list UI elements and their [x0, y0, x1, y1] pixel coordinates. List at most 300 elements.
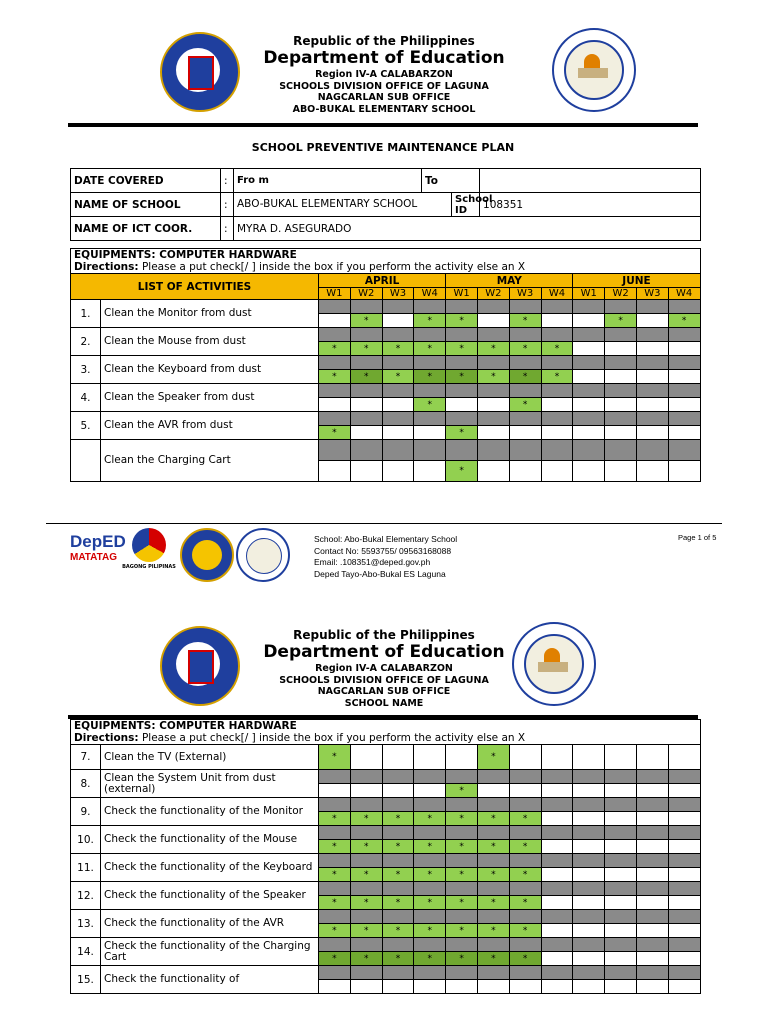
target-cell	[319, 328, 351, 342]
check-mark-cell[interactable]: *	[414, 370, 446, 384]
target-cell	[668, 882, 700, 896]
check-box-cell[interactable]	[668, 840, 700, 854]
check-mark-cell[interactable]: *	[414, 924, 446, 938]
target-cell	[509, 328, 541, 342]
target-cell	[414, 798, 446, 812]
check-mark-cell[interactable]: *	[382, 924, 414, 938]
footer-contact-no: Contact No: 5593755/ 09563168088	[314, 545, 452, 556]
check-mark-cell[interactable]: *	[509, 314, 541, 328]
check-box-cell[interactable]	[509, 980, 541, 994]
check-mark-cell[interactable]: *	[319, 896, 351, 910]
check-box-cell[interactable]	[477, 314, 509, 328]
check-box-cell[interactable]	[636, 868, 668, 882]
check-box-cell[interactable]	[446, 745, 478, 770]
check-box-cell[interactable]	[573, 370, 605, 384]
target-cell	[509, 882, 541, 896]
check-mark-cell[interactable]: *	[446, 342, 478, 356]
check-mark-cell[interactable]: *	[509, 370, 541, 384]
target-cell	[319, 854, 351, 868]
check-mark-cell[interactable]: *	[350, 868, 382, 882]
school-id-value: 108351	[480, 193, 701, 217]
check-box-cell[interactable]	[509, 426, 541, 440]
check-box-cell[interactable]	[573, 952, 605, 966]
target-cell	[573, 770, 605, 784]
target-cell	[636, 882, 668, 896]
activity-label: Check the functionality of	[101, 966, 319, 994]
target-cell	[605, 412, 637, 426]
activity-number: 9.	[71, 798, 101, 826]
activity-row	[71, 882, 701, 896]
ict-coor-label: NAME OF ICT COOR.	[71, 217, 221, 241]
check-mark-cell[interactable]: *	[446, 868, 478, 882]
month-may: MAY	[446, 274, 573, 288]
target-cell	[414, 966, 446, 980]
check-mark-cell[interactable]: *	[319, 840, 351, 854]
check-box-cell[interactable]	[477, 980, 509, 994]
check-box-cell[interactable]	[605, 896, 637, 910]
week-header: W1	[446, 288, 478, 300]
activity-number: 12.	[71, 882, 101, 910]
check-box-cell[interactable]	[382, 314, 414, 328]
check-mark-cell[interactable]: *	[477, 924, 509, 938]
target-cell	[319, 910, 351, 924]
check-mark-cell[interactable]: *	[477, 370, 509, 384]
check-box-cell[interactable]	[509, 745, 541, 770]
check-mark-cell[interactable]: *	[509, 342, 541, 356]
footer-rule	[46, 523, 722, 524]
check-box-cell[interactable]	[605, 812, 637, 826]
check-box-cell[interactable]	[668, 745, 700, 770]
check-box-cell[interactable]	[573, 461, 605, 482]
check-box-cell[interactable]	[477, 461, 509, 482]
check-mark-cell[interactable]: *	[446, 461, 478, 482]
check-box-cell[interactable]	[636, 461, 668, 482]
check-mark-cell[interactable]: *	[414, 840, 446, 854]
check-box-cell[interactable]	[668, 868, 700, 882]
target-cell	[477, 966, 509, 980]
check-box-cell[interactable]	[605, 952, 637, 966]
target-cell	[668, 826, 700, 840]
check-mark-cell[interactable]: *	[319, 745, 351, 770]
directions-text: Directions: Please a put check[/ ] inside the box if you perform the activity else an X	[74, 261, 526, 273]
check-mark-cell[interactable]: *	[350, 314, 382, 328]
check-mark-cell[interactable]: *	[509, 952, 541, 966]
activity-row	[71, 300, 701, 314]
check-mark-cell[interactable]: *	[477, 342, 509, 356]
target-cell	[382, 938, 414, 952]
check-box-cell[interactable]	[605, 784, 637, 798]
target-cell	[509, 854, 541, 868]
check-box-cell[interactable]	[573, 840, 605, 854]
check-box-cell[interactable]	[605, 868, 637, 882]
check-mark-cell[interactable]: *	[446, 314, 478, 328]
bagong-pilipinas-logo: BAGONG PILIPINAS	[126, 528, 172, 574]
check-box-cell[interactable]	[382, 398, 414, 412]
target-cell	[414, 938, 446, 952]
check-box-cell[interactable]	[541, 896, 573, 910]
check-box-cell[interactable]	[382, 461, 414, 482]
check-box-cell[interactable]	[668, 784, 700, 798]
deped-title: Department of Education	[263, 48, 505, 68]
check-box-cell[interactable]	[573, 342, 605, 356]
activity-number: 14.	[71, 938, 101, 966]
target-cell	[477, 356, 509, 370]
target-cell	[382, 882, 414, 896]
check-box-cell[interactable]	[541, 980, 573, 994]
check-mark-cell[interactable]: *	[446, 812, 478, 826]
school-id-label: School ID	[452, 193, 480, 217]
check-box-cell[interactable]	[668, 980, 700, 994]
target-cell	[350, 966, 382, 980]
check-mark-cell[interactable]: *	[382, 896, 414, 910]
activity-number: 2.	[71, 328, 101, 356]
check-box-cell[interactable]	[446, 980, 478, 994]
check-box-cell[interactable]	[636, 314, 668, 328]
check-box-cell[interactable]	[541, 461, 573, 482]
target-cell	[668, 938, 700, 952]
target-cell	[477, 910, 509, 924]
target-cell	[541, 412, 573, 426]
check-mark-cell[interactable]: *	[350, 896, 382, 910]
target-cell	[541, 356, 573, 370]
equipment-row	[71, 720, 701, 745]
division-text: SCHOOLS DIVISION OFFICE OF LAGUNA	[279, 80, 489, 92]
target-cell	[477, 854, 509, 868]
target-cell	[350, 910, 382, 924]
target-cell	[382, 356, 414, 370]
school-seal-right-2	[512, 622, 596, 706]
check-box-cell[interactable]	[668, 398, 700, 412]
target-cell	[319, 798, 351, 812]
check-box-cell[interactable]	[541, 840, 573, 854]
target-cell	[605, 938, 637, 952]
footer-facebook: Deped Tayo-Abo-Bukal ES Laguna	[314, 568, 446, 579]
check-box-cell[interactable]	[319, 314, 351, 328]
check-mark-cell[interactable]: *	[477, 952, 509, 966]
check-box-cell[interactable]	[541, 784, 573, 798]
check-box-cell[interactable]	[636, 924, 668, 938]
check-box-cell[interactable]	[541, 398, 573, 412]
check-mark-cell[interactable]: *	[414, 896, 446, 910]
target-cell	[509, 798, 541, 812]
republic-title: Republic of the Philippines	[293, 628, 475, 642]
target-cell	[509, 938, 541, 952]
check-mark-cell[interactable]: *	[350, 812, 382, 826]
check-mark-cell[interactable]: *	[382, 952, 414, 966]
check-box-cell[interactable]	[350, 398, 382, 412]
check-box-cell[interactable]	[573, 784, 605, 798]
month-june: JUNE	[573, 274, 700, 288]
check-mark-cell[interactable]: *	[350, 840, 382, 854]
check-box-cell[interactable]	[573, 896, 605, 910]
check-mark-cell[interactable]: *	[509, 812, 541, 826]
check-box-cell[interactable]	[573, 314, 605, 328]
check-mark-cell[interactable]: *	[382, 342, 414, 356]
target-cell	[350, 882, 382, 896]
check-box-cell[interactable]	[573, 924, 605, 938]
target-cell	[319, 826, 351, 840]
activity-number: 13.	[71, 910, 101, 938]
check-box-cell[interactable]	[573, 812, 605, 826]
target-cell	[350, 938, 382, 952]
check-box-cell[interactable]	[636, 784, 668, 798]
activity-label: Check the functionality of the Speaker	[101, 882, 319, 910]
check-mark-cell[interactable]: *	[319, 426, 351, 440]
target-cell	[636, 412, 668, 426]
check-box-cell[interactable]	[605, 398, 637, 412]
check-box-cell[interactable]	[668, 896, 700, 910]
target-cell	[605, 854, 637, 868]
target-cell	[414, 910, 446, 924]
check-box-cell[interactable]	[668, 924, 700, 938]
info-table	[70, 168, 701, 241]
check-box-cell[interactable]	[573, 745, 605, 770]
check-box-cell[interactable]	[573, 426, 605, 440]
target-cell	[573, 910, 605, 924]
target-cell	[668, 798, 700, 812]
check-mark-cell[interactable]: *	[414, 342, 446, 356]
check-mark-cell[interactable]: *	[319, 868, 351, 882]
check-mark-cell[interactable]: *	[509, 896, 541, 910]
week-header: W4	[668, 288, 700, 300]
check-mark-cell[interactable]: *	[541, 342, 573, 356]
check-mark-cell[interactable]: *	[414, 812, 446, 826]
target-cell	[382, 854, 414, 868]
ict-coor-value: MYRA D. ASEGURADO	[234, 217, 701, 241]
target-cell	[636, 854, 668, 868]
check-mark-cell[interactable]: *	[446, 370, 478, 384]
check-mark-cell[interactable]: *	[350, 924, 382, 938]
check-mark-cell[interactable]: *	[477, 745, 509, 770]
check-box-cell[interactable]	[350, 745, 382, 770]
check-box-cell[interactable]	[605, 924, 637, 938]
target-cell	[382, 966, 414, 980]
check-box-cell[interactable]	[668, 370, 700, 384]
target-cell	[477, 384, 509, 398]
check-box-cell[interactable]	[636, 398, 668, 412]
check-box-cell[interactable]	[509, 784, 541, 798]
target-cell	[477, 882, 509, 896]
check-box-cell[interactable]	[414, 461, 446, 482]
activity-row	[71, 356, 701, 370]
sub-office-text: NAGCARLAN SUB OFFICE	[317, 92, 451, 103]
check-mark-cell[interactable]: *	[319, 342, 351, 356]
check-box-cell[interactable]	[414, 980, 446, 994]
to-value[interactable]	[480, 169, 701, 193]
check-mark-cell[interactable]: *	[446, 952, 478, 966]
check-mark-cell[interactable]: *	[414, 314, 446, 328]
check-mark-cell[interactable]: *	[605, 314, 637, 328]
check-box-cell[interactable]	[350, 980, 382, 994]
check-box-cell[interactable]	[477, 426, 509, 440]
check-box-cell[interactable]	[509, 461, 541, 482]
target-cell	[541, 440, 573, 461]
check-box-cell[interactable]	[382, 784, 414, 798]
check-mark-cell[interactable]: *	[382, 840, 414, 854]
target-cell	[446, 328, 478, 342]
region-text: Region IV-A CALABARZON	[315, 69, 453, 80]
check-mark-cell[interactable]: *	[446, 924, 478, 938]
check-box-cell[interactable]	[382, 745, 414, 770]
check-box-cell[interactable]	[319, 980, 351, 994]
check-box-cell[interactable]	[636, 896, 668, 910]
activity-number: 5.	[71, 412, 101, 440]
target-cell	[573, 798, 605, 812]
check-box-cell[interactable]	[605, 426, 637, 440]
target-cell	[668, 300, 700, 314]
check-mark-cell[interactable]: *	[382, 868, 414, 882]
check-box-cell[interactable]	[350, 426, 382, 440]
activity-row	[71, 798, 701, 812]
activity-row	[71, 770, 701, 784]
check-mark-cell[interactable]: *	[668, 314, 700, 328]
check-box-cell[interactable]	[414, 784, 446, 798]
check-box-cell[interactable]	[477, 784, 509, 798]
target-cell	[636, 384, 668, 398]
check-box-cell[interactable]	[541, 868, 573, 882]
check-box-cell[interactable]	[605, 461, 637, 482]
target-cell	[319, 938, 351, 952]
check-box-cell[interactable]	[605, 745, 637, 770]
check-mark-cell[interactable]: *	[509, 840, 541, 854]
check-box-cell[interactable]	[541, 812, 573, 826]
check-mark-cell[interactable]: *	[350, 370, 382, 384]
check-mark-cell[interactable]: *	[477, 896, 509, 910]
activity-label: Clean the Mouse from dust	[101, 328, 319, 356]
check-box-cell[interactable]	[605, 370, 637, 384]
target-cell	[605, 440, 637, 461]
footer-email: Email: .108351@deped.gov.ph	[314, 557, 431, 567]
check-box-cell[interactable]	[350, 461, 382, 482]
check-box-cell[interactable]	[605, 980, 637, 994]
target-cell	[573, 412, 605, 426]
check-box-cell[interactable]	[668, 342, 700, 356]
check-box-cell[interactable]	[636, 812, 668, 826]
check-box-cell[interactable]	[668, 461, 700, 482]
check-box-cell[interactable]	[446, 398, 478, 412]
check-box-cell[interactable]	[541, 745, 573, 770]
check-box-cell[interactable]	[382, 980, 414, 994]
check-mark-cell[interactable]: *	[350, 342, 382, 356]
target-cell	[446, 882, 478, 896]
check-box-cell[interactable]	[477, 398, 509, 412]
check-mark-cell[interactable]: *	[319, 952, 351, 966]
target-cell	[573, 938, 605, 952]
check-mark-cell[interactable]: *	[509, 868, 541, 882]
target-cell	[319, 966, 351, 980]
check-box-cell[interactable]	[319, 461, 351, 482]
check-box-cell[interactable]	[605, 840, 637, 854]
target-cell	[509, 412, 541, 426]
check-box-cell[interactable]	[350, 784, 382, 798]
check-box-cell[interactable]	[636, 840, 668, 854]
target-cell	[509, 966, 541, 980]
check-mark-cell[interactable]: *	[541, 370, 573, 384]
target-cell	[668, 440, 700, 461]
check-box-cell[interactable]	[636, 426, 668, 440]
colon: :	[221, 217, 234, 241]
target-cell	[350, 384, 382, 398]
check-box-cell[interactable]	[541, 314, 573, 328]
week-header: W4	[541, 288, 573, 300]
week-header: W2	[350, 288, 382, 300]
check-box-cell[interactable]	[573, 868, 605, 882]
check-mark-cell[interactable]: *	[414, 952, 446, 966]
check-box-cell[interactable]	[636, 745, 668, 770]
target-cell	[636, 356, 668, 370]
check-box-cell[interactable]	[573, 980, 605, 994]
target-cell	[446, 440, 478, 461]
header-rule	[68, 123, 698, 127]
target-cell	[605, 826, 637, 840]
check-mark-cell[interactable]: *	[477, 812, 509, 826]
plan-title: SCHOOL PREVENTIVE MAINTENANCE PLAN	[251, 141, 515, 154]
check-box-cell[interactable]	[319, 784, 351, 798]
target-cell	[446, 300, 478, 314]
check-mark-cell[interactable]: *	[446, 426, 478, 440]
target-cell	[541, 966, 573, 980]
check-mark-cell[interactable]: *	[446, 784, 478, 798]
check-box-cell[interactable]	[668, 952, 700, 966]
check-box-cell[interactable]	[636, 370, 668, 384]
check-box-cell[interactable]	[541, 952, 573, 966]
check-mark-cell[interactable]: *	[446, 840, 478, 854]
check-box-cell[interactable]	[414, 745, 446, 770]
target-cell	[541, 328, 573, 342]
check-box-cell[interactable]	[636, 952, 668, 966]
target-cell	[414, 882, 446, 896]
check-mark-cell[interactable]: *	[319, 370, 351, 384]
check-box-cell[interactable]	[573, 398, 605, 412]
target-cell	[605, 798, 637, 812]
check-mark-cell[interactable]: *	[382, 370, 414, 384]
check-box-cell[interactable]	[541, 426, 573, 440]
check-mark-cell[interactable]: *	[477, 868, 509, 882]
week-header: W3	[636, 288, 668, 300]
target-cell	[414, 328, 446, 342]
check-mark-cell[interactable]: *	[509, 398, 541, 412]
check-box-cell[interactable]	[382, 426, 414, 440]
check-box-cell[interactable]	[414, 426, 446, 440]
check-box-cell[interactable]	[541, 924, 573, 938]
check-mark-cell[interactable]: *	[319, 924, 351, 938]
target-cell	[573, 328, 605, 342]
check-mark-cell[interactable]: *	[446, 896, 478, 910]
target-cell	[573, 882, 605, 896]
check-box-cell[interactable]	[668, 812, 700, 826]
check-mark-cell[interactable]: *	[350, 952, 382, 966]
activity-row	[71, 440, 701, 461]
check-mark-cell[interactable]: *	[509, 924, 541, 938]
target-cell	[382, 826, 414, 840]
check-box-cell[interactable]	[636, 342, 668, 356]
target-cell	[541, 826, 573, 840]
target-cell	[636, 910, 668, 924]
check-box-cell[interactable]	[319, 398, 351, 412]
check-mark-cell[interactable]: *	[382, 812, 414, 826]
check-mark-cell[interactable]: *	[414, 398, 446, 412]
target-cell	[636, 798, 668, 812]
check-mark-cell[interactable]: *	[477, 840, 509, 854]
check-mark-cell[interactable]: *	[319, 812, 351, 826]
check-box-cell[interactable]	[668, 426, 700, 440]
target-cell	[414, 826, 446, 840]
check-box-cell[interactable]	[605, 342, 637, 356]
check-box-cell[interactable]	[636, 980, 668, 994]
sub-office-text: NAGCARLAN SUB OFFICE	[317, 686, 451, 697]
check-mark-cell[interactable]: *	[414, 868, 446, 882]
activity-label: Clean the Monitor from dust	[101, 300, 319, 328]
